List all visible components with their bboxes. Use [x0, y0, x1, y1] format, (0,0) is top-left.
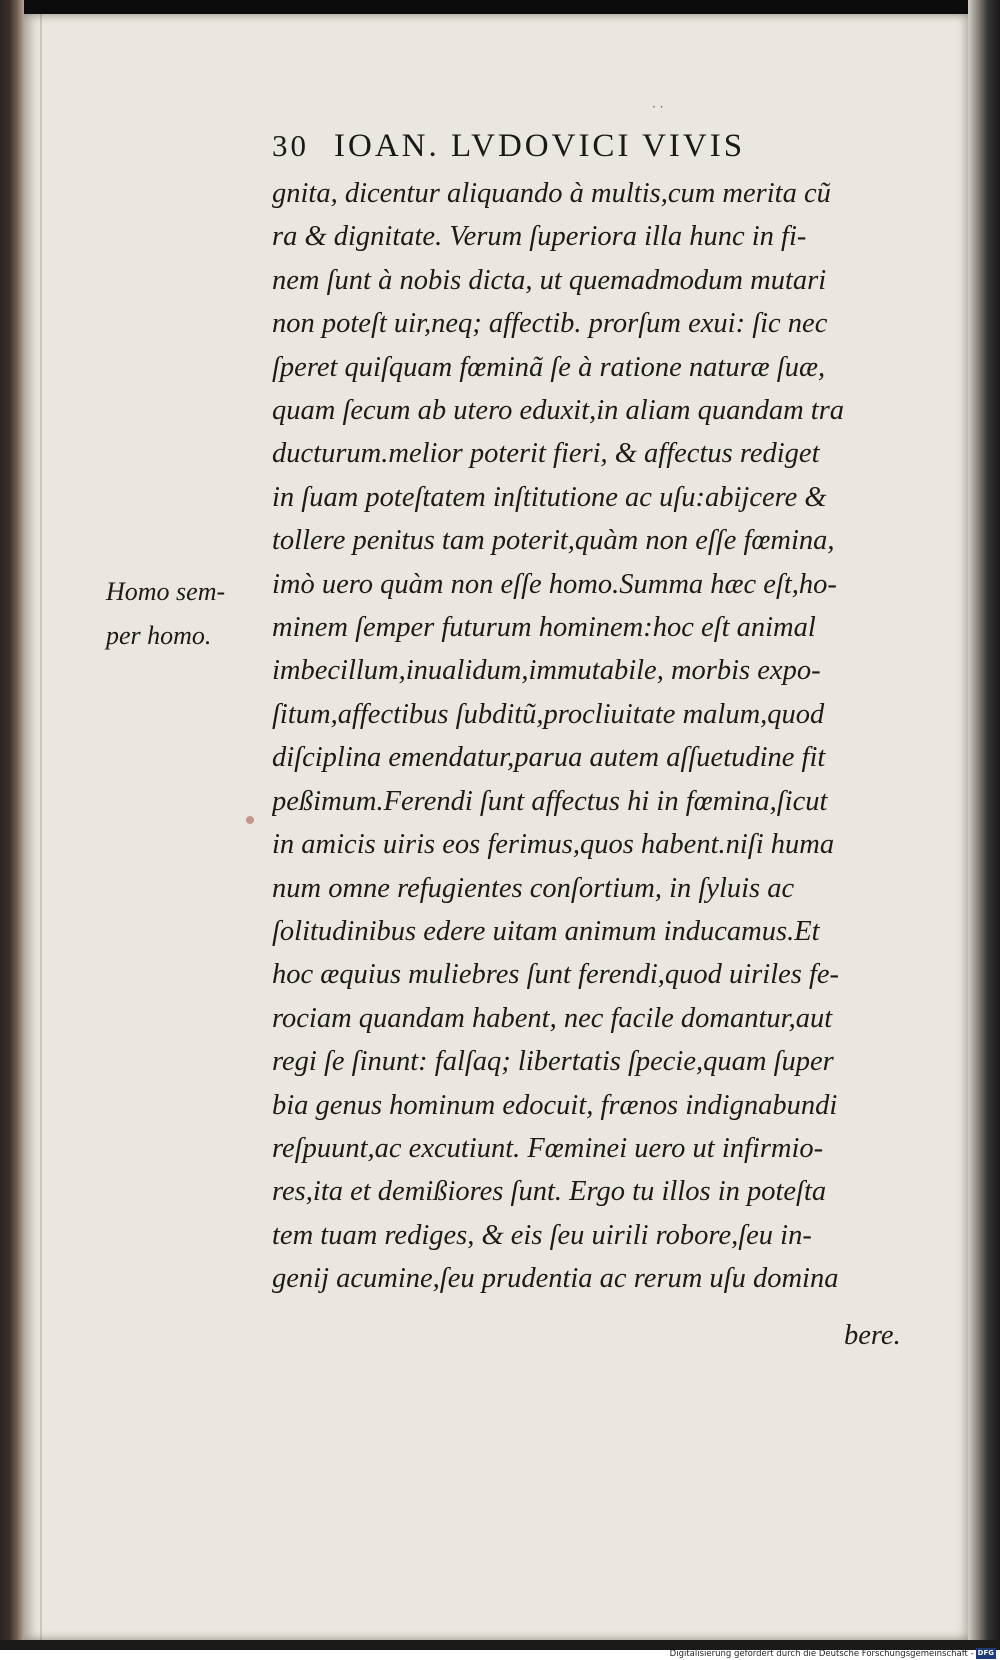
book-spine-edge — [0, 0, 24, 1650]
text-line: num omne refugientes conſortium, in ſyluis ac — [272, 872, 795, 904]
text-line: ſperet quiſquam fœminã ſe à ratione naturæ ſuæ, — [272, 351, 826, 383]
text-line: peßimum.Ferendi ſunt affectus hi in fœmina,ſicut — [272, 785, 828, 817]
text-line: minem ſemper futurum hominem:hoc eſt animal — [272, 612, 816, 644]
catchword: bere. — [844, 1320, 901, 1351]
credit-text: Digitalisierung gefördert durch die Deutsche Forschungsgemeinschaft - — [669, 1649, 974, 1659]
running-title: IOAN. LVDOVICI VIVIS — [334, 128, 746, 164]
text-line: res,ita et demißiores ſunt. Ergo tu illos in poteſta — [272, 1176, 827, 1208]
margin-note-line: Homo sem- — [106, 577, 226, 606]
text-line: hoc æquius muliebres ſunt ferendi,quod uiriles fe- — [272, 959, 840, 991]
text-line: ducturum.melior poterit fieri, & affectus rediget — [272, 438, 820, 470]
text-line: imbecillum,inualidum,immutabile, morbis expo- — [272, 655, 821, 687]
page-number: 30 — [272, 128, 309, 163]
book-edge-top — [0, 0, 1000, 14]
book-fore-edge — [968, 0, 1000, 1650]
dfg-logo: DFG — [977, 1649, 994, 1657]
text-line: ſitum,affectibus ſubditũ,procliuitate malum,quod — [272, 698, 825, 730]
running-head — [272, 128, 832, 165]
body-text — [272, 172, 922, 1301]
text-line: rociam quandam habent, nec facile domantur,aut — [272, 1002, 833, 1034]
text-line: genij acumine,ſeu prudentia ac rerum uſu domina — [272, 1263, 839, 1295]
text-line: tollere penitus tam poterit,quàm non eſſe fœmina, — [272, 525, 835, 557]
margin-note-line: per homo. — [106, 621, 212, 650]
margin-note — [106, 570, 266, 658]
digitization-credit — [670, 1648, 996, 1660]
ink-specks: · · — [652, 100, 664, 114]
text-line: non poteſt uir,neq; affectib. prorſum exui: ſic nec — [272, 308, 828, 340]
text-line: tem tuam rediges, & eis ſeu uirili robore,ſeu in- — [272, 1219, 812, 1251]
text-line: bia genus hominum edocuit, frænos indignabundi — [272, 1089, 838, 1121]
text-line: quam ſecum ab utero eduxit,in aliam quandam tra — [272, 395, 845, 427]
text-line: imò uero quàm non eſſe homo.Summa hæc eſt,ho- — [272, 568, 837, 600]
text-line: reſpuunt,ac excutiunt. Fœminei uero ut infirmio- — [272, 1132, 824, 1164]
text-line: diſciplina emendatur,parua autem aſſuetudine fit — [272, 742, 826, 774]
text-line: gnita, dicentur aliquando à multis,cum merita cũ — [272, 178, 831, 209]
text-line: nem ſunt à nobis dicta, ut quemadmodum mutari — [272, 264, 827, 296]
text-line: ra & dignitate. Verum ſuperiora illa hunc in fi- — [272, 221, 807, 253]
text-line: in amicis uiris eos ferimus,quos habent.niſi huma — [272, 829, 835, 861]
text-line: regi ſe ſinunt: falſaq; libertatis ſpecie,quam ſuper — [272, 1046, 834, 1078]
text-line: ſolitudinibus edere uitam animum inducamus.Et — [272, 915, 820, 947]
gutter-shadow — [40, 14, 42, 1640]
ink-smudge — [246, 816, 254, 824]
text-line: in ſuam poteſtatem inſtitutione ac uſu:abijcere & — [272, 481, 827, 513]
